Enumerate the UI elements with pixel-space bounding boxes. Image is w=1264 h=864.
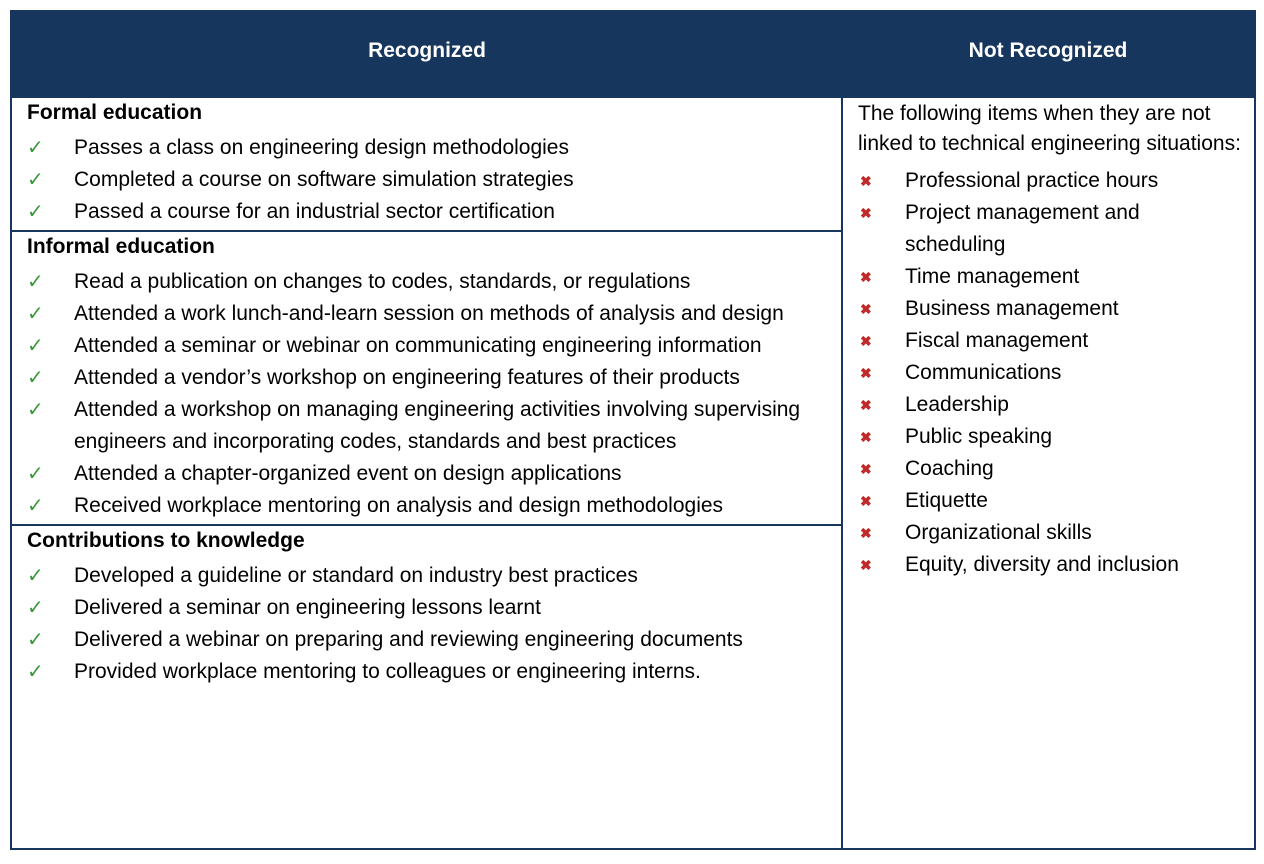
list-item-text: Passes a class on engineering design methodologies [74, 136, 569, 159]
list-item [843, 549, 1254, 581]
list-item [843, 485, 1254, 517]
recognition-table [10, 10, 1256, 850]
check-icon: ✓ [27, 463, 44, 485]
check-icon: ✓ [27, 629, 44, 651]
list-item-text: Time management [905, 265, 1080, 288]
section-title: Formal education [27, 101, 203, 124]
list-item-text: Attended a vendor’s workshop on engineering features of their products [74, 366, 740, 389]
table-header [12, 12, 1254, 98]
check-icon: ✓ [27, 201, 44, 223]
cross-icon: ✖ [860, 461, 872, 477]
recognized-column [12, 98, 841, 690]
list-item [12, 592, 841, 624]
header-recognized: Recognized [368, 39, 486, 62]
list-item-text: Communications [905, 361, 1062, 384]
check-icon: ✓ [27, 271, 44, 293]
list-item [843, 389, 1254, 421]
list-item [843, 261, 1254, 293]
check-icon: ✓ [27, 169, 44, 191]
check-icon: ✓ [27, 137, 44, 159]
section-contributions [12, 526, 841, 690]
cross-icon: ✖ [860, 301, 872, 317]
check-icon: ✓ [27, 399, 44, 421]
list-item [843, 357, 1254, 389]
list-item-text: Etiquette [905, 489, 988, 512]
check-icon: ✓ [27, 303, 44, 325]
informal-education-list [12, 266, 841, 522]
list-item-text: Attended a work lunch-and-learn session on methods of analysis and design [74, 302, 784, 325]
not-recognized-list [843, 165, 1254, 581]
list-item-text: Attended a seminar or webinar on communicating engineering information [74, 334, 762, 357]
list-item [12, 624, 841, 656]
list-item-text: Equity, diversity and inclusion [905, 553, 1179, 576]
list-item [843, 517, 1254, 549]
list-item-text: Public speaking [905, 425, 1053, 448]
list-item-text: Leadership [905, 393, 1009, 416]
contributions-list [12, 560, 841, 688]
section-formal-education [12, 98, 841, 232]
cross-icon: ✖ [860, 557, 872, 573]
list-item-text: Completed a course on software simulation strategies [74, 168, 574, 191]
list-item [12, 656, 841, 688]
list-item [12, 196, 841, 228]
check-icon: ✓ [27, 335, 44, 357]
not-recognized-column [843, 98, 1254, 581]
list-item [12, 490, 841, 522]
list-item [12, 330, 841, 362]
list-item-text: Organizational skills [905, 521, 1092, 544]
list-item-text: Passed a course for an industrial sector certification [74, 200, 555, 223]
list-item [843, 293, 1254, 325]
list-item-text: Read a publication on changes to codes, standards, or regulations [74, 270, 691, 293]
list-item-text: Delivered a seminar on engineering lessons learnt [74, 596, 541, 619]
list-item [12, 298, 841, 330]
list-item-text: Business management [905, 297, 1119, 320]
check-icon: ✓ [27, 367, 44, 389]
not-recognized-intro: The following items when they are not linked to technical engineering situations: [858, 102, 1241, 155]
list-item [843, 421, 1254, 453]
list-item-text: Received workplace mentoring on analysis and design methodologies [74, 494, 724, 517]
list-item [12, 394, 841, 458]
list-item-text: Professional practice hours [905, 169, 1159, 192]
cross-icon: ✖ [860, 333, 872, 349]
section-informal-education [12, 232, 841, 526]
list-item-text: Project management and scheduling [905, 201, 1140, 256]
list-item [12, 164, 841, 196]
section-title: Informal education [27, 235, 215, 258]
list-item-text: Provided workplace mentoring to colleagues or engineering interns. [74, 660, 701, 683]
list-item-text: Delivered a webinar on preparing and reviewing engineering documents [74, 628, 743, 651]
list-item [843, 165, 1254, 197]
cross-icon: ✖ [860, 525, 872, 541]
cross-icon: ✖ [860, 429, 872, 445]
cross-icon: ✖ [860, 365, 872, 381]
cross-icon: ✖ [860, 269, 872, 285]
list-item [843, 453, 1254, 485]
cross-icon: ✖ [860, 397, 872, 413]
check-icon: ✓ [27, 495, 44, 517]
check-icon: ✓ [27, 661, 44, 683]
list-item [12, 560, 841, 592]
formal-education-list [12, 132, 841, 228]
section-title: Contributions to knowledge [27, 529, 305, 552]
list-item [12, 266, 841, 298]
cross-icon: ✖ [860, 205, 872, 221]
list-item [843, 197, 1254, 261]
list-item-text: Fiscal management [905, 329, 1089, 352]
check-icon: ✓ [27, 597, 44, 619]
list-item-text: Developed a guideline or standard on industry best practices [74, 564, 638, 587]
list-item-text: Attended a workshop on managing engineering activities involving supervising engineers and incorporating codes, standards and best practices [74, 398, 801, 453]
cross-icon: ✖ [860, 493, 872, 509]
list-item [12, 362, 841, 394]
list-item-text: Coaching [905, 457, 994, 480]
list-item [843, 325, 1254, 357]
list-item-text: Attended a chapter-organized event on design applications [74, 462, 622, 485]
cross-icon: ✖ [860, 173, 872, 189]
header-not-recognized: Not Recognized [968, 39, 1128, 62]
check-icon: ✓ [27, 565, 44, 587]
list-item [12, 458, 841, 490]
list-item [12, 132, 841, 164]
